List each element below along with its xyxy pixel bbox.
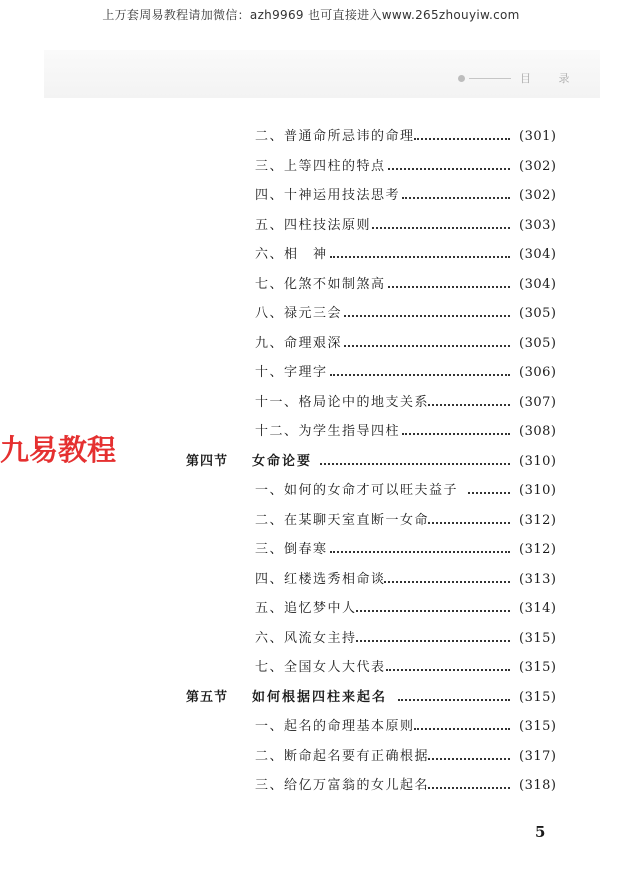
toc-entry xyxy=(0,476,622,506)
toc-entry-title: 六、风流女主持 xyxy=(255,630,357,646)
toc-page-ref: (315) xyxy=(519,660,557,675)
toc-entry xyxy=(0,358,622,388)
toc-entry xyxy=(0,211,622,241)
toc-entry-title: 如何根据四柱来起名 xyxy=(252,689,388,705)
toc-entry-title: 四、十神运用技法思考 xyxy=(255,188,401,203)
toc-page-ref: (304) xyxy=(519,247,557,262)
page-number: 5 xyxy=(535,823,546,841)
toc-entry-title: 五、追忆梦中人 xyxy=(255,601,357,616)
toc-page-ref: (310) xyxy=(519,483,557,498)
toc-dot-leader xyxy=(402,417,510,447)
toc-entry xyxy=(0,506,622,536)
toc-page-ref: (315) xyxy=(519,719,557,734)
toc-entry-title: 三、给亿万富翁的女儿起名 xyxy=(255,778,430,793)
toc-dot-leader xyxy=(384,565,510,595)
toc-entry-title: 三、倒春寒 xyxy=(255,542,328,557)
toc-dot-leader xyxy=(372,211,510,241)
toc-page-ref: (308) xyxy=(519,424,557,439)
toc-entry xyxy=(0,742,622,772)
toc-dot-leader xyxy=(388,270,510,300)
toc-entry-title: 十二、为学生指导四柱 xyxy=(255,424,401,439)
toc-page-ref: (315) xyxy=(519,689,557,705)
running-header-band xyxy=(44,50,600,98)
table-of-contents xyxy=(0,122,622,801)
running-header-title: 目 录 xyxy=(520,72,582,85)
toc-entry xyxy=(0,240,622,270)
toc-section-number: 第四节 xyxy=(186,453,229,469)
toc-dot-leader xyxy=(344,329,510,359)
toc-entry-title: 十一、格局论中的地支关系 xyxy=(255,394,430,410)
toc-page-ref: (318) xyxy=(519,778,557,793)
toc-dot-leader xyxy=(330,240,510,270)
toc-page-ref: (315) xyxy=(519,630,557,646)
toc-page-ref: (313) xyxy=(519,571,557,587)
toc-dot-leader xyxy=(330,358,510,388)
toc-entry-title: 五、四柱技法原则 xyxy=(255,217,372,233)
toc-entry-title: 二、在某聊天室直断一女命 xyxy=(255,512,430,528)
toc-entry xyxy=(0,535,622,565)
toc-entry-title: 四、红楼选秀相命谈 xyxy=(255,571,386,587)
watermark-text: 上万套周易教程请加微信：azh9969 也可直接进入www.265zhouyiw.com xyxy=(102,8,520,22)
toc-entry-title: 七、化煞不如制煞高 xyxy=(255,276,386,292)
toc-page-ref: (317) xyxy=(519,748,557,764)
toc-page-ref: (304) xyxy=(519,276,557,292)
toc-entry-title: 二、普通命所忌讳的命理 xyxy=(255,129,415,144)
toc-page-ref: (305) xyxy=(519,306,557,321)
header-rule xyxy=(469,78,511,79)
watermark-stamp: 九易教程 xyxy=(0,433,117,467)
toc-entry-title: 十、字理字 xyxy=(255,365,328,380)
toc-page-ref: (302) xyxy=(519,158,557,174)
toc-page-ref: (312) xyxy=(519,542,557,557)
toc-dot-leader xyxy=(428,771,510,801)
toc-entry-title: 一、如何的女命才可以旺夫益子 xyxy=(255,483,459,498)
toc-entry xyxy=(0,594,622,624)
toc-dot-leader xyxy=(344,299,510,329)
toc-entry-title: 三、上等四柱的特点 xyxy=(255,158,386,174)
toc-entry-title: 九、命理艰深 xyxy=(255,335,343,351)
toc-entry xyxy=(0,447,622,477)
toc-entry-title: 二、断命起名要有正确根据 xyxy=(255,748,430,764)
toc-page-ref: (303) xyxy=(519,217,557,233)
toc-page-ref: (306) xyxy=(519,365,557,380)
toc-page-ref: (314) xyxy=(519,601,557,616)
toc-dot-leader xyxy=(356,624,510,654)
toc-entry xyxy=(0,565,622,595)
toc-dot-leader xyxy=(428,506,510,536)
toc-entry-title: 女命论要 xyxy=(252,453,313,469)
toc-entry xyxy=(0,152,622,182)
toc-entry xyxy=(0,181,622,211)
header-ornament xyxy=(458,73,511,83)
header-dot xyxy=(458,75,465,82)
toc-entry xyxy=(0,329,622,359)
toc-entry xyxy=(0,683,622,713)
toc-entry xyxy=(0,417,622,447)
toc-entry xyxy=(0,653,622,683)
toc-dot-leader xyxy=(356,594,510,624)
toc-dot-leader xyxy=(398,683,510,713)
toc-dot-leader xyxy=(428,742,510,772)
toc-page-ref: (302) xyxy=(519,188,557,203)
toc-page-ref: (310) xyxy=(519,453,557,469)
toc-entry-title: 六、相 神 xyxy=(255,247,328,262)
toc-entry xyxy=(0,712,622,742)
toc-entry xyxy=(0,771,622,801)
toc-page-ref: (305) xyxy=(519,335,557,351)
toc-dot-leader xyxy=(386,653,510,683)
toc-dot-leader xyxy=(414,122,510,152)
toc-page-ref: (301) xyxy=(519,129,557,144)
toc-dot-leader xyxy=(320,447,510,477)
toc-dot-leader xyxy=(388,152,510,182)
toc-entry-title: 七、全国女人大代表 xyxy=(255,660,386,675)
toc-entry-title: 一、起名的命理基本原则 xyxy=(255,719,415,734)
toc-dot-leader xyxy=(468,476,510,506)
toc-entry xyxy=(0,122,622,152)
toc-entry xyxy=(0,299,622,329)
toc-entry-title: 八、禄元三会 xyxy=(255,306,343,321)
toc-dot-leader xyxy=(414,712,510,742)
toc-entry xyxy=(0,624,622,654)
toc-entry xyxy=(0,270,622,300)
toc-page-ref: (307) xyxy=(519,394,557,410)
toc-page-ref: (312) xyxy=(519,512,557,528)
toc-dot-leader xyxy=(428,388,510,418)
toc-dot-leader xyxy=(330,535,510,565)
toc-section-number: 第五节 xyxy=(186,689,229,705)
toc-entry xyxy=(0,388,622,418)
toc-dot-leader xyxy=(402,181,510,211)
